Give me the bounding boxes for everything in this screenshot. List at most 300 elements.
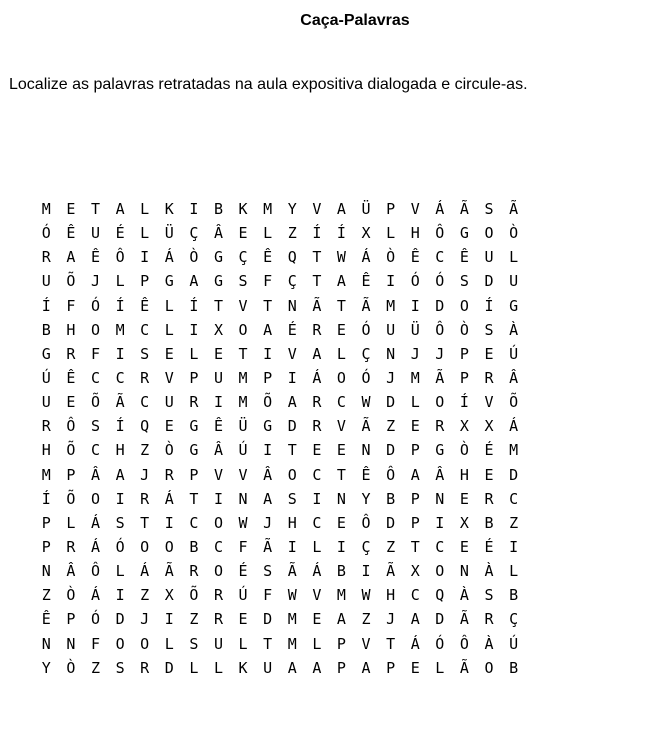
grid-letter[interactable]: O — [287, 465, 297, 484]
grid-letter[interactable]: L — [435, 658, 445, 677]
grid-letter[interactable]: K — [238, 200, 248, 218]
grid-letter[interactable]: U — [41, 393, 51, 412]
grid-letter[interactable]: R — [189, 393, 199, 412]
grid-letter[interactable]: Ê — [140, 296, 150, 315]
grid-letter[interactable]: Â — [90, 465, 100, 484]
grid-letter[interactable]: J — [263, 513, 273, 532]
grid-letter[interactable]: C — [90, 368, 100, 387]
grid-letter[interactable]: S — [287, 489, 297, 508]
grid-letter[interactable]: X — [361, 224, 371, 243]
grid-letter[interactable]: L — [164, 296, 174, 315]
grid-letter[interactable]: H — [66, 320, 76, 339]
grid-letter[interactable]: Ê — [41, 610, 51, 629]
grid-letter[interactable]: Ô — [435, 320, 445, 339]
grid-letter[interactable]: Ô — [115, 248, 125, 267]
grid-letter[interactable]: S — [90, 417, 100, 436]
grid-letter[interactable]: D — [386, 441, 396, 460]
grid-letter[interactable]: P — [459, 368, 469, 387]
grid-letter[interactable]: E — [336, 320, 346, 339]
grid-letter[interactable]: P — [386, 658, 396, 677]
grid-letter[interactable]: R — [41, 417, 51, 436]
grid-letter[interactable]: L — [213, 658, 223, 677]
grid-letter[interactable]: L — [189, 344, 199, 363]
grid-letter[interactable]: N — [386, 344, 396, 363]
grid-letter[interactable]: Z — [90, 658, 100, 677]
grid-letter[interactable]: À — [484, 634, 494, 653]
grid-letter[interactable]: Ò — [66, 586, 76, 605]
grid-letter[interactable]: R — [189, 562, 199, 581]
grid-letter[interactable]: Õ — [90, 393, 100, 412]
grid-letter[interactable]: C — [410, 586, 420, 605]
grid-letter[interactable]: Á — [312, 562, 322, 581]
grid-letter[interactable]: Ó — [90, 296, 100, 315]
grid-letter[interactable]: R — [164, 465, 174, 484]
grid-letter[interactable]: Â — [509, 368, 519, 387]
grid-letter[interactable]: H — [410, 224, 420, 243]
grid-letter[interactable]: C — [90, 441, 100, 460]
grid-letter[interactable]: R — [435, 417, 445, 436]
grid-letter[interactable]: Ó — [361, 368, 371, 387]
grid-letter[interactable]: M — [263, 200, 273, 218]
grid-letter[interactable]: Ã — [115, 393, 125, 412]
grid-letter[interactable]: X — [164, 586, 174, 605]
grid-letter[interactable]: E — [484, 465, 494, 484]
grid-letter[interactable]: Ê — [66, 224, 76, 243]
grid-letter[interactable]: E — [336, 513, 346, 532]
grid-letter[interactable]: Õ — [66, 272, 76, 291]
grid-letter[interactable]: Ü — [361, 200, 371, 218]
grid-letter[interactable]: É — [484, 537, 494, 556]
grid-letter[interactable]: J — [386, 368, 396, 387]
grid-letter[interactable]: Ç — [509, 610, 519, 629]
grid-letter[interactable]: J — [90, 272, 100, 291]
grid-letter[interactable]: R — [213, 610, 223, 629]
grid-letter[interactable]: T — [410, 537, 420, 556]
grid-letter[interactable]: U — [41, 272, 51, 291]
grid-letter[interactable]: Á — [410, 634, 420, 653]
grid-letter[interactable]: P — [410, 489, 420, 508]
grid-letter[interactable]: R — [484, 368, 494, 387]
grid-letter[interactable]: E — [459, 537, 469, 556]
grid-letter[interactable]: P — [263, 368, 273, 387]
grid-letter[interactable]: Ü — [410, 320, 420, 339]
grid-letter[interactable]: F — [238, 537, 248, 556]
grid-letter[interactable]: R — [484, 610, 494, 629]
grid-letter[interactable]: Ó — [115, 537, 125, 556]
grid-letter[interactable]: D — [484, 272, 494, 291]
grid-letter[interactable]: Ã — [361, 296, 371, 315]
grid-letter[interactable]: N — [66, 634, 76, 653]
grid-letter[interactable]: V — [361, 634, 371, 653]
grid-letter[interactable]: F — [90, 344, 100, 363]
grid-letter[interactable]: N — [41, 562, 51, 581]
grid-letter[interactable]: U — [509, 272, 519, 291]
grid-letter[interactable]: O — [213, 562, 223, 581]
grid-letter[interactable]: L — [386, 224, 396, 243]
grid-letter[interactable]: Ó — [410, 272, 420, 291]
grid-letter[interactable]: T — [189, 489, 199, 508]
grid-letter[interactable]: S — [189, 634, 199, 653]
grid-letter[interactable]: B — [336, 562, 346, 581]
grid-letter[interactable]: C — [435, 537, 445, 556]
grid-letter[interactable]: G — [189, 417, 199, 436]
grid-letter[interactable]: F — [90, 634, 100, 653]
grid-letter[interactable]: Â — [263, 465, 273, 484]
grid-letter[interactable]: Z — [386, 537, 396, 556]
grid-letter[interactable]: Ê — [361, 465, 371, 484]
grid-letter[interactable]: P — [66, 465, 76, 484]
grid-letter[interactable]: L — [238, 634, 248, 653]
grid-letter[interactable]: I — [509, 537, 519, 556]
grid-letter[interactable]: Ç — [361, 537, 371, 556]
grid-letter[interactable]: T — [312, 272, 322, 291]
grid-letter[interactable]: O — [459, 296, 469, 315]
grid-letter[interactable]: I — [287, 537, 297, 556]
grid-letter[interactable]: Ô — [90, 562, 100, 581]
grid-letter[interactable]: U — [213, 368, 223, 387]
grid-letter[interactable]: E — [336, 441, 346, 460]
grid-letter[interactable]: G — [435, 441, 445, 460]
grid-letter[interactable]: T — [140, 513, 150, 532]
grid-letter[interactable]: Õ — [66, 441, 76, 460]
grid-letter[interactable]: M — [509, 441, 519, 460]
grid-letter[interactable]: Q — [435, 586, 445, 605]
grid-letter[interactable]: T — [238, 344, 248, 363]
grid-letter[interactable]: Í — [41, 296, 51, 315]
grid-letter[interactable]: Z — [386, 417, 396, 436]
grid-letter[interactable]: N — [287, 296, 297, 315]
grid-letter[interactable]: Ê — [90, 248, 100, 267]
grid-letter[interactable]: Á — [509, 417, 519, 436]
grid-letter[interactable]: A — [287, 393, 297, 412]
grid-letter[interactable]: Ò — [386, 248, 396, 267]
grid-letter[interactable]: U — [484, 248, 494, 267]
grid-letter[interactable]: U — [90, 224, 100, 243]
grid-letter[interactable]: A — [410, 465, 420, 484]
word-search-grid[interactable] — [34, 199, 526, 682]
grid-letter[interactable]: Ò — [459, 320, 469, 339]
grid-letter[interactable]: I — [189, 320, 199, 339]
grid-letter[interactable]: P — [336, 634, 346, 653]
grid-letter[interactable]: R — [140, 658, 150, 677]
grid-letter[interactable]: B — [509, 658, 519, 677]
grid-letter[interactable]: Ê — [263, 248, 273, 267]
grid-letter[interactable]: Õ — [263, 393, 273, 412]
grid-letter[interactable]: B — [41, 320, 51, 339]
grid-letter[interactable]: P — [189, 465, 199, 484]
grid-letter[interactable]: N — [41, 634, 51, 653]
grid-letter[interactable]: N — [435, 489, 445, 508]
grid-letter[interactable]: Í — [312, 224, 322, 243]
grid-letter[interactable]: Ã — [361, 417, 371, 436]
grid-letter[interactable]: Ç — [238, 248, 248, 267]
grid-letter[interactable]: É — [238, 562, 248, 581]
grid-letter[interactable]: D — [509, 465, 519, 484]
grid-letter[interactable]: À — [484, 562, 494, 581]
grid-letter[interactable]: S — [238, 272, 248, 291]
grid-letter[interactable]: N — [361, 441, 371, 460]
grid-letter[interactable]: L — [164, 320, 174, 339]
grid-letter[interactable]: O — [238, 320, 248, 339]
grid-letter[interactable]: Õ — [66, 489, 76, 508]
grid-letter[interactable]: Z — [189, 610, 199, 629]
grid-letter[interactable]: V — [238, 465, 248, 484]
grid-letter[interactable]: Á — [90, 586, 100, 605]
grid-letter[interactable]: S — [484, 586, 494, 605]
grid-letter[interactable]: Ô — [435, 224, 445, 243]
grid-letter[interactable]: Ó — [41, 224, 51, 243]
grid-letter[interactable]: É — [115, 224, 125, 243]
grid-letter[interactable]: G — [263, 417, 273, 436]
grid-letter[interactable]: F — [263, 586, 273, 605]
grid-letter[interactable]: É — [484, 441, 494, 460]
grid-letter[interactable]: N — [459, 562, 469, 581]
grid-letter[interactable]: Á — [361, 248, 371, 267]
grid-letter[interactable]: Ü — [238, 417, 248, 436]
grid-letter[interactable]: U — [386, 320, 396, 339]
grid-letter[interactable]: X — [459, 417, 469, 436]
grid-letter[interactable]: Õ — [189, 586, 199, 605]
grid-letter[interactable]: S — [484, 200, 494, 218]
grid-letter[interactable]: Í — [115, 417, 125, 436]
grid-letter[interactable]: Í — [484, 296, 494, 315]
grid-letter[interactable]: E — [164, 344, 174, 363]
grid-letter[interactable]: L — [410, 393, 420, 412]
grid-letter[interactable]: Y — [287, 200, 297, 218]
grid-letter[interactable]: J — [140, 465, 150, 484]
grid-letter[interactable]: N — [336, 489, 346, 508]
grid-letter[interactable]: Â — [435, 465, 445, 484]
grid-letter[interactable]: Ã — [459, 658, 469, 677]
grid-letter[interactable]: Ú — [238, 586, 248, 605]
grid-letter[interactable]: Ò — [459, 441, 469, 460]
grid-letter[interactable]: O — [336, 368, 346, 387]
grid-letter[interactable]: K — [238, 658, 248, 677]
grid-letter[interactable]: X — [213, 320, 223, 339]
grid-letter[interactable]: X — [410, 562, 420, 581]
grid-letter[interactable]: O — [115, 634, 125, 653]
grid-letter[interactable]: B — [484, 513, 494, 532]
grid-letter[interactable]: L — [312, 537, 322, 556]
grid-letter[interactable]: I — [386, 272, 396, 291]
grid-letter[interactable]: I — [263, 344, 273, 363]
grid-letter[interactable]: E — [164, 417, 174, 436]
grid-letter[interactable]: D — [435, 610, 445, 629]
grid-letter[interactable]: V — [287, 344, 297, 363]
grid-letter[interactable]: O — [164, 537, 174, 556]
grid-letter[interactable]: B — [386, 489, 396, 508]
grid-letter[interactable]: Ó — [361, 320, 371, 339]
grid-letter[interactable]: Á — [90, 513, 100, 532]
grid-letter[interactable]: O — [213, 513, 223, 532]
grid-letter[interactable]: A — [312, 658, 322, 677]
grid-letter[interactable]: Ê — [361, 272, 371, 291]
grid-letter[interactable]: E — [66, 200, 76, 218]
grid-letter[interactable]: A — [287, 658, 297, 677]
grid-letter[interactable]: L — [189, 658, 199, 677]
grid-letter[interactable]: U — [263, 658, 273, 677]
grid-letter[interactable]: Z — [287, 224, 297, 243]
grid-letter[interactable]: T — [263, 296, 273, 315]
grid-letter[interactable]: Á — [90, 537, 100, 556]
grid-letter[interactable]: V — [213, 465, 223, 484]
grid-letter[interactable]: R — [66, 344, 76, 363]
grid-letter[interactable]: A — [336, 200, 346, 218]
grid-letter[interactable]: V — [312, 200, 322, 218]
grid-letter[interactable]: Ã — [312, 296, 322, 315]
grid-letter[interactable]: C — [312, 513, 322, 532]
grid-letter[interactable]: I — [287, 368, 297, 387]
grid-letter[interactable]: P — [386, 200, 396, 218]
grid-letter[interactable]: I — [140, 248, 150, 267]
grid-letter[interactable]: F — [263, 272, 273, 291]
grid-letter[interactable]: P — [41, 513, 51, 532]
grid-letter[interactable]: E — [312, 610, 322, 629]
grid-letter[interactable]: U — [213, 634, 223, 653]
grid-letter[interactable]: H — [459, 465, 469, 484]
grid-letter[interactable]: L — [312, 634, 322, 653]
grid-letter[interactable]: C — [189, 513, 199, 532]
grid-letter[interactable]: Í — [189, 296, 199, 315]
grid-letter[interactable]: Ê — [410, 248, 420, 267]
grid-letter[interactable]: I — [263, 441, 273, 460]
grid-letter[interactable]: A — [263, 489, 273, 508]
grid-letter[interactable]: Ô — [386, 465, 396, 484]
grid-letter[interactable]: A — [189, 272, 199, 291]
grid-letter[interactable]: R — [312, 320, 322, 339]
grid-letter[interactable]: P — [336, 658, 346, 677]
grid-letter[interactable]: I — [164, 513, 174, 532]
grid-letter[interactable]: E — [238, 610, 248, 629]
grid-letter[interactable]: G — [164, 272, 174, 291]
grid-letter[interactable]: R — [140, 489, 150, 508]
grid-letter[interactable]: L — [336, 344, 346, 363]
grid-letter[interactable]: E — [459, 489, 469, 508]
grid-letter[interactable]: R — [484, 489, 494, 508]
grid-letter[interactable]: G — [459, 224, 469, 243]
grid-letter[interactable]: O — [140, 537, 150, 556]
grid-letter[interactable]: N — [238, 489, 248, 508]
grid-letter[interactable]: G — [189, 441, 199, 460]
grid-letter[interactable]: A — [66, 248, 76, 267]
grid-letter[interactable]: O — [140, 634, 150, 653]
grid-letter[interactable]: Ê — [213, 417, 223, 436]
grid-letter[interactable]: Ã — [435, 368, 445, 387]
grid-letter[interactable]: E — [410, 658, 420, 677]
grid-letter[interactable]: R — [41, 248, 51, 267]
grid-letter[interactable]: I — [435, 513, 445, 532]
grid-letter[interactable]: L — [140, 200, 150, 218]
grid-letter[interactable]: Z — [140, 441, 150, 460]
grid-letter[interactable]: C — [336, 393, 346, 412]
grid-letter[interactable]: A — [263, 320, 273, 339]
grid-letter[interactable]: E — [484, 344, 494, 363]
grid-letter[interactable]: À — [509, 320, 519, 339]
grid-letter[interactable]: Ó — [435, 272, 445, 291]
grid-letter[interactable]: B — [213, 200, 223, 218]
grid-letter[interactable]: L — [115, 272, 125, 291]
grid-letter[interactable]: P — [41, 537, 51, 556]
grid-letter[interactable]: Ú — [509, 634, 519, 653]
grid-letter[interactable]: V — [410, 200, 420, 218]
grid-letter[interactable]: D — [287, 417, 297, 436]
grid-letter[interactable]: É — [287, 320, 297, 339]
grid-letter[interactable]: Ê — [66, 368, 76, 387]
grid-letter[interactable]: A — [115, 200, 125, 218]
grid-letter[interactable]: L — [66, 513, 76, 532]
grid-letter[interactable]: Á — [312, 368, 322, 387]
grid-letter[interactable]: X — [459, 513, 469, 532]
grid-letter[interactable]: S — [484, 320, 494, 339]
grid-letter[interactable]: I — [115, 586, 125, 605]
grid-letter[interactable]: H — [287, 513, 297, 532]
grid-letter[interactable]: Â — [213, 441, 223, 460]
grid-letter[interactable]: V — [312, 586, 322, 605]
grid-letter[interactable]: S — [263, 562, 273, 581]
grid-letter[interactable]: L — [509, 248, 519, 267]
grid-letter[interactable]: W — [238, 513, 248, 532]
grid-letter[interactable]: I — [115, 489, 125, 508]
grid-letter[interactable]: D — [164, 658, 174, 677]
grid-letter[interactable]: Í — [115, 296, 125, 315]
grid-letter[interactable]: T — [213, 296, 223, 315]
grid-letter[interactable]: Q — [140, 417, 150, 436]
grid-letter[interactable]: M — [41, 465, 51, 484]
grid-letter[interactable]: A — [312, 344, 322, 363]
grid-letter[interactable]: L — [140, 224, 150, 243]
grid-letter[interactable]: V — [484, 393, 494, 412]
grid-letter[interactable]: A — [410, 610, 420, 629]
grid-letter[interactable]: C — [140, 320, 150, 339]
grid-letter[interactable]: Ú — [509, 344, 519, 363]
grid-letter[interactable]: Â — [213, 224, 223, 243]
grid-letter[interactable]: D — [435, 296, 445, 315]
grid-letter[interactable]: I — [336, 537, 346, 556]
grid-letter[interactable]: X — [484, 417, 494, 436]
grid-letter[interactable]: M — [238, 368, 248, 387]
grid-letter[interactable]: F — [66, 296, 76, 315]
grid-letter[interactable]: A — [336, 272, 346, 291]
grid-letter[interactable]: Á — [164, 248, 174, 267]
grid-letter[interactable]: Ü — [164, 224, 174, 243]
grid-letter[interactable]: Ã — [386, 562, 396, 581]
grid-letter[interactable]: Ã — [263, 537, 273, 556]
grid-letter[interactable]: P — [189, 368, 199, 387]
grid-letter[interactable]: Z — [361, 610, 371, 629]
grid-letter[interactable]: I — [410, 296, 420, 315]
grid-letter[interactable]: Á — [435, 200, 445, 218]
grid-letter[interactable]: Ã — [164, 562, 174, 581]
grid-letter[interactable]: S — [140, 344, 150, 363]
grid-letter[interactable]: Z — [41, 586, 51, 605]
grid-letter[interactable]: G — [41, 344, 51, 363]
grid-letter[interactable]: I — [213, 393, 223, 412]
grid-letter[interactable]: Ú — [41, 368, 51, 387]
grid-letter[interactable]: R — [312, 393, 322, 412]
grid-letter[interactable]: Ô — [66, 417, 76, 436]
grid-letter[interactable]: Ã — [287, 562, 297, 581]
grid-letter[interactable]: Ç — [189, 224, 199, 243]
grid-letter[interactable]: I — [312, 489, 322, 508]
grid-letter[interactable]: S — [115, 513, 125, 532]
grid-letter[interactable]: Í — [41, 489, 51, 508]
grid-letter[interactable]: P — [410, 513, 420, 532]
grid-letter[interactable]: T — [287, 441, 297, 460]
grid-letter[interactable]: R — [140, 368, 150, 387]
grid-letter[interactable]: I — [164, 610, 174, 629]
grid-letter[interactable]: I — [115, 344, 125, 363]
grid-letter[interactable]: L — [115, 562, 125, 581]
